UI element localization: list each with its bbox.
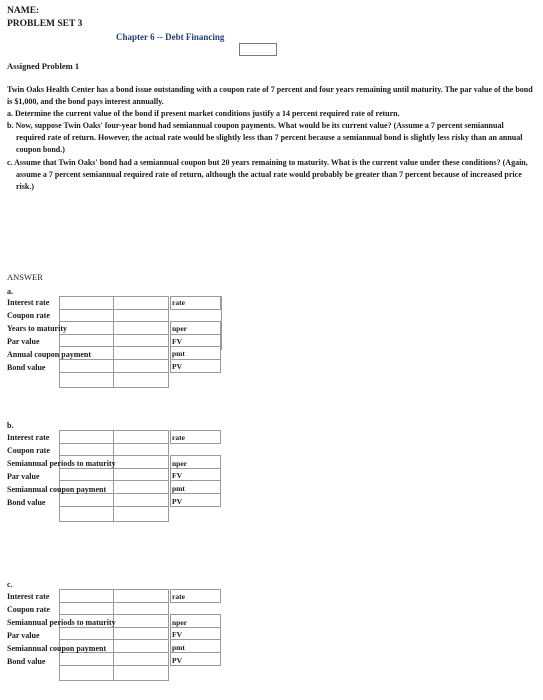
- cell-b-7-2[interactable]: [113, 506, 169, 522]
- row-label: Bond value: [7, 363, 46, 372]
- row-label: Par value: [7, 337, 40, 346]
- section-b-letter: b.: [7, 421, 14, 430]
- problem-part-a: a. Determine the current value of the bond if present market conditions justify a 14 percent required rate of return.: [7, 109, 400, 119]
- row-label: Interest rate: [7, 592, 50, 601]
- row-label: Bond value: [7, 657, 46, 666]
- cell-c-1-1[interactable]: [59, 589, 114, 603]
- right-label: rate: [172, 298, 185, 307]
- right-label: PV: [172, 497, 182, 506]
- divider-line: [221, 296, 222, 350]
- row-label: Semiannual periods to maturity: [7, 459, 116, 468]
- row-label: Par value: [7, 631, 40, 640]
- cell-a-3-2[interactable]: [113, 321, 169, 335]
- row-label: Semiannual coupon payment: [7, 644, 107, 653]
- row-label: Bond value: [7, 498, 46, 507]
- row-label: Years to maturity: [7, 324, 67, 333]
- name-label: NAME:: [7, 6, 40, 16]
- cell-b-3-2[interactable]: [113, 455, 169, 469]
- row-label: Interest rate: [7, 433, 50, 442]
- cell-c-3-2[interactable]: [113, 614, 169, 628]
- cell-a-6-2[interactable]: [113, 359, 169, 373]
- problem-text: [7, 84, 535, 193]
- cell-b-7-1[interactable]: [59, 506, 114, 522]
- cell-c-6-1[interactable]: [59, 652, 114, 666]
- cell-c-6-2[interactable]: [113, 652, 169, 666]
- cell-b-5-2[interactable]: [113, 480, 169, 494]
- row-label: Coupon rate: [7, 446, 50, 455]
- row-label: Interest rate: [7, 298, 50, 307]
- right-label: pmt: [172, 349, 185, 358]
- problem-part-c: c. Assume that Twin Oaks' bond had a semiannual coupon but 20 years remaining to maturity. What is the current value under these conditions? (Again, assume a 7 percent semiannual required rate of return, although the actual rate would probably be greater than 7 percent because of increased price risk.): [7, 157, 528, 191]
- right-label: pmt: [172, 484, 185, 493]
- cell-a-7-2[interactable]: [113, 372, 169, 388]
- cell-c-7-1[interactable]: [59, 665, 114, 681]
- section-a-letter: a.: [7, 287, 13, 296]
- cell-c-5-2[interactable]: [113, 639, 169, 653]
- cell-a-6-1[interactable]: [59, 359, 114, 373]
- right-label: FV: [172, 471, 182, 480]
- cell-b-6-1[interactable]: [59, 493, 114, 507]
- problem-intro: Twin Oaks Health Center has a bond issue outstanding with a coupon rate of 7 percent and four years remaining until maturity. The par value of the bond is $1,000, and the bond pays interest annually.: [7, 85, 533, 107]
- right-label: rate: [172, 592, 185, 601]
- right-label: nper: [172, 459, 187, 468]
- cell-a-7-1[interactable]: [59, 372, 114, 388]
- cell-c-1-2[interactable]: [113, 589, 169, 603]
- cell-b-1-1[interactable]: [59, 430, 114, 444]
- cell-a-3-1[interactable]: [59, 321, 114, 335]
- row-label: Par value: [7, 472, 40, 481]
- cell-b-6-2[interactable]: [113, 493, 169, 507]
- right-label: PV: [172, 656, 182, 665]
- right-label: rate: [172, 433, 185, 442]
- right-label: pmt: [172, 643, 185, 652]
- problem-set-title: PROBLEM SET 3: [7, 19, 83, 29]
- answer-input-box[interactable]: [239, 43, 277, 56]
- right-label: nper: [172, 618, 187, 627]
- right-label: FV: [172, 630, 182, 639]
- cell-a-1-2[interactable]: [113, 296, 169, 310]
- row-label: Semiannual periods to maturity: [7, 618, 116, 627]
- cell-a-1-1[interactable]: [59, 296, 114, 310]
- cell-c-7-2[interactable]: [113, 665, 169, 681]
- problem-part-b: b. Now, suppose Twin Oaks' four-year bond had semiannual coupon payments. What would be its current value? (Assume a 7 percent semiannual required rate of return. However, the actual rate would be slightly less than 7 percent because a semiannual bond is slightly less risky than an annual coupon bond.): [7, 121, 523, 155]
- row-label: Annual coupon payment: [7, 350, 92, 359]
- cell-b-1-2[interactable]: [113, 430, 169, 444]
- answer-heading: ANSWER: [7, 272, 43, 282]
- cell-a-5-2[interactable]: [113, 346, 169, 360]
- right-label: nper: [172, 324, 187, 333]
- chapter-title: Chapter 6 -- Debt Financing: [116, 32, 225, 42]
- row-label: Coupon rate: [7, 311, 50, 320]
- row-label: Semiannual coupon payment: [7, 485, 107, 494]
- right-label: FV: [172, 337, 182, 346]
- section-c-letter: c.: [7, 580, 13, 589]
- row-label: Coupon rate: [7, 605, 50, 614]
- right-label: PV: [172, 362, 182, 371]
- problem-title: Assigned Problem 1: [7, 61, 80, 71]
